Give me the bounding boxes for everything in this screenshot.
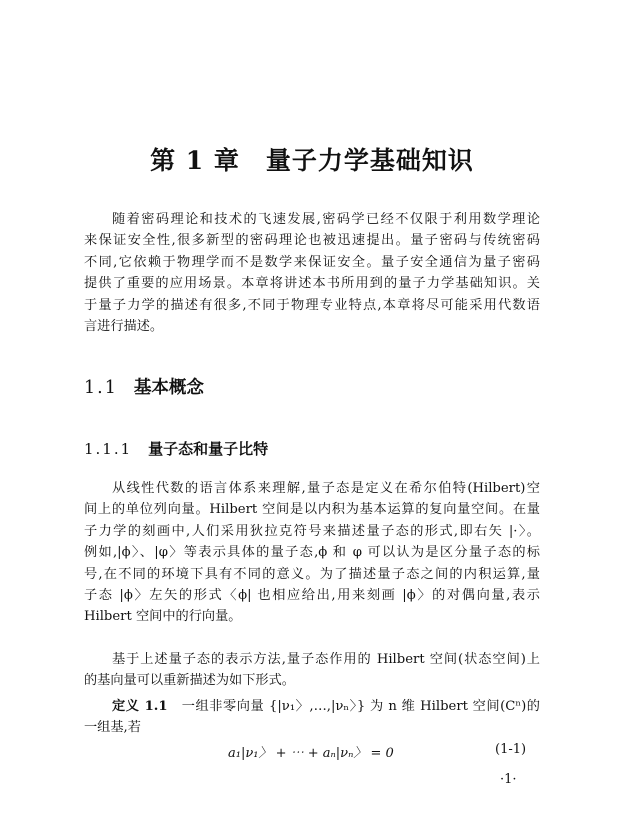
definition-label: 定义 1.1	[112, 699, 168, 714]
chapter-title	[0, 141, 624, 177]
subsection-heading	[84, 438, 268, 459]
body-line: Hilbert 空间中的行向量。	[84, 609, 242, 625]
intro-line: 随着密码理论和技术的飞速发展,密码学已经不仅限于利用数学理论	[112, 212, 540, 227]
body-line: 号,在不同的环境下具有不同的意义。为了描述量子态之间的内积运算,量	[84, 566, 540, 582]
definition-line: 一组基,若	[84, 720, 141, 736]
body-line: 从线性代数的语言体系来理解,量子态是定义在希尔伯特(Hilbert)空	[112, 481, 540, 496]
definition-block	[84, 696, 540, 739]
body-line: 间上的单位列向量。Hilbert 空间是以内积为基本运算的复向量空间。在量	[84, 502, 540, 518]
subsection-number: 1.1.1	[84, 440, 133, 458]
subsection-title: 量子态和量子比特	[148, 440, 269, 458]
intro-paragraph	[84, 209, 540, 337]
chapter-name: 量子力学基础知识	[265, 146, 474, 175]
intro-line: 言进行描述。	[84, 319, 164, 335]
equation-number: (1-1)	[495, 742, 527, 757]
body-line: 子态 |ϕ〉左矢的形式〈ϕ| 也相应给出,用来刻画 |ϕ〉的对偶向量,表示	[84, 588, 540, 604]
definition-text: 一组非零向量 {|ν₁〉,…,|νₙ〉} 为 n 维 Hilbert 空间(Cⁿ)的	[181, 699, 540, 714]
page-number: ·1·	[500, 772, 517, 787]
intro-line: 于量子力学的描述有很多,不同于物理专业特点,本章将尽可能采用代数语	[84, 297, 540, 313]
section-title: 基本概念	[133, 378, 204, 398]
intro-line: 不同,它依赖于物理学而不是数学来保证安全。量子安全通信为量子密码	[84, 254, 540, 270]
intro-line: 来保证安全性,很多新型的密码理论也被迅速提出。量子密码与传统密码	[84, 233, 540, 249]
section-heading	[84, 374, 204, 399]
body-line: 的基向量可以重新描述为如下形式。	[84, 673, 295, 689]
body-line: 基于上述量子态的表示方法,量子态作用的 Hilbert 空间(状态空间)上	[112, 652, 540, 667]
body-paragraph-2	[84, 649, 540, 692]
equation: a₁|ν₁〉 + ⋯ + aₙ|νₙ〉 = 0	[228, 746, 394, 761]
body-line: 子力学的刻画中,人们采用狄拉克符号来描述量子态的形式,即右矢 |·〉。	[84, 523, 540, 539]
body-paragraph-1	[84, 478, 540, 628]
definition-line	[84, 696, 540, 717]
chapter-number: 第 1 章	[150, 146, 240, 175]
body-line: 例如,|ϕ〉、|φ〉等表示具体的量子态,ϕ 和 φ 可以认为是区分量子态的标	[84, 545, 540, 561]
section-number: 1.1	[84, 378, 118, 398]
intro-line: 提供了重要的应用场景。本章将讲述本书所用到的量子力学基础知识。关	[84, 276, 540, 292]
